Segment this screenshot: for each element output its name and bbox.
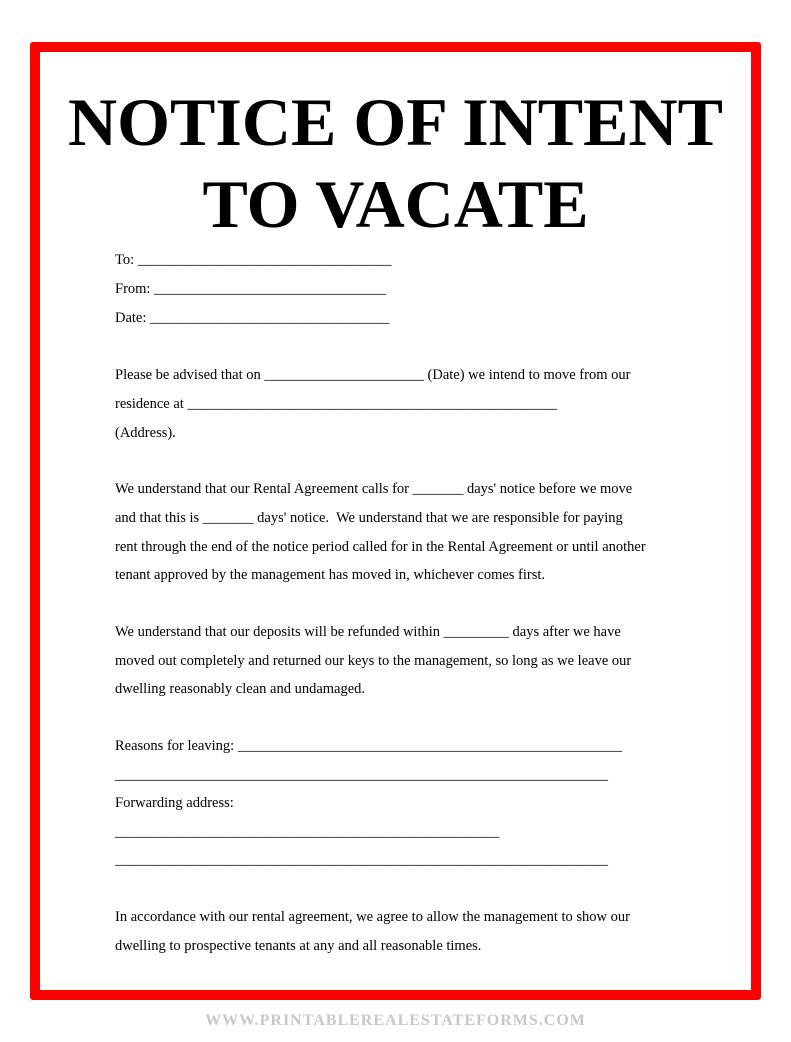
paragraph2-line: and that this is _______ days' notice. We understand that we are responsible for paying [115,510,623,526]
paragraph2-line: tenant approved by the management has moved in, whichever comes first. [115,567,546,583]
document-title-line-1: NOTICE OF INTENT [68,84,723,160]
paragraph2-line: We understand that our Rental Agreement calls for _______ days' notice before we move [115,481,633,497]
paragraph4-line: dwelling to prospective tenants at any and all reasonable times. [115,938,482,954]
paragraph1-line: Please be advised that on ______________________ (Date) we intend to move from our [115,367,631,383]
date-field[interactable]: Date: _________________________________ [115,310,390,326]
paragraph3-line: moved out completely and returned our keys to the management, so long as we leave our [115,653,632,669]
paragraph1-line: (Address). [115,425,176,441]
forwarding-address-line-2[interactable]: ____________________________________________________________________ [115,852,608,868]
reasons-for-leaving-field[interactable]: Reasons for leaving: _____________________________________________________ [115,738,623,754]
forwarding-address-line-1[interactable]: _____________________________________________________ [115,824,500,840]
to-field[interactable]: To: ___________________________________ [115,252,392,268]
document-title-line-2: TO VACATE [202,166,589,242]
paragraph4-line: In accordance with our rental agreement, we agree to allow the management to show our [115,909,630,925]
from-field[interactable]: From: ________________________________ [115,281,387,297]
paragraph3-line: dwelling reasonably clean and undamaged. [115,681,366,697]
paragraph1-line: residence at ___________________________________________________ [115,396,558,412]
forwarding-address-label: Forwarding address: [115,795,234,811]
reasons-blank-line[interactable]: ____________________________________________________________________ [115,767,608,783]
paragraph2-line: rent through the end of the notice period called for in the Rental Agreement or until another [115,539,646,555]
paragraph3-line: We understand that our deposits will be refunded within _________ days after we have [115,624,621,640]
website-footer: WWW.PRINTABLEREALESTATEFORMS.COM [205,1012,586,1029]
